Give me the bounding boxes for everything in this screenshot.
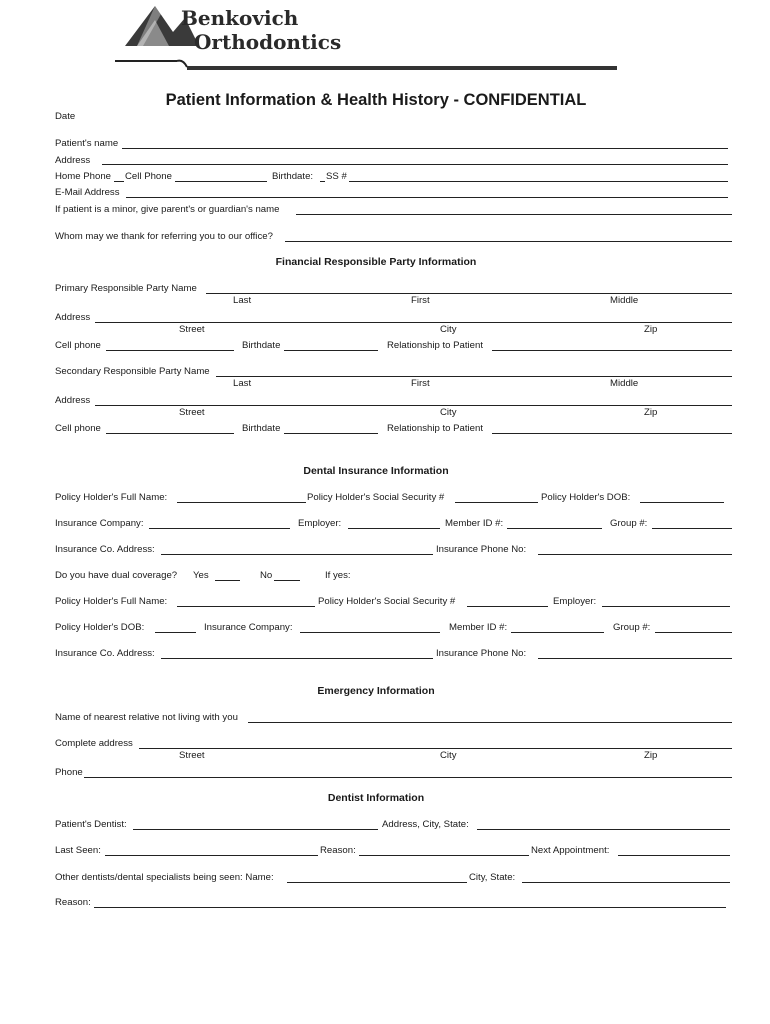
emergency-phone-label: Phone xyxy=(55,767,83,778)
reason2-label: Reason: xyxy=(55,897,91,908)
secondary-last-label: Last xyxy=(233,378,252,389)
holder2-dob-label: Policy Holder's DOB: xyxy=(55,622,145,633)
relative-label: Name of nearest relative not living with you xyxy=(55,712,238,723)
complete-address-field[interactable] xyxy=(139,748,732,749)
secondary-zip-label: Zip xyxy=(644,407,658,418)
emergency-phone-field[interactable] xyxy=(84,777,732,778)
email-label: E-Mail Address xyxy=(55,187,120,198)
next-appointment-label: Next Appointment: xyxy=(531,845,610,856)
holder-dob-field[interactable] xyxy=(640,502,724,503)
primary-zip-label: Zip xyxy=(644,324,658,335)
secondary-relationship-field[interactable] xyxy=(492,433,732,434)
holder-name-field[interactable] xyxy=(177,502,306,503)
ss-label: SS # xyxy=(326,171,347,182)
logo xyxy=(115,2,620,77)
secondary-city-label: City xyxy=(440,407,457,418)
reason-field[interactable] xyxy=(359,855,529,856)
next-appointment-field[interactable] xyxy=(618,855,730,856)
email-field[interactable] xyxy=(126,197,728,198)
dual-coverage-label: Do you have dual coverage? xyxy=(55,570,178,581)
member2-id-field[interactable] xyxy=(511,632,604,633)
emergency-zip-label: Zip xyxy=(644,750,658,761)
dentist-address-field[interactable] xyxy=(477,829,730,830)
primary-first-label: First xyxy=(411,295,430,306)
secondary-name-label: Secondary Responsible Party Name xyxy=(55,366,210,377)
address-field[interactable] xyxy=(102,164,728,165)
member-id-field[interactable] xyxy=(507,528,602,529)
guardian-label: If patient is a minor, give parent's or guardian's name xyxy=(55,204,280,215)
primary-birthdate-label: Birthdate xyxy=(242,340,281,351)
ins-phone-field[interactable] xyxy=(538,554,732,555)
group-label: Group #: xyxy=(610,518,648,529)
emergency-heading: Emergency Information xyxy=(317,685,435,697)
employer2-field[interactable] xyxy=(602,606,730,607)
primary-last-label: Last xyxy=(233,295,252,306)
dual-yes-field[interactable] xyxy=(215,580,240,581)
ins2-address-label: Insurance Co. Address: xyxy=(55,648,155,659)
referral-label: Whom may we thank for referring you to our office? xyxy=(55,231,273,242)
ins2-company-label: Insurance Company: xyxy=(204,622,293,633)
secondary-middle-label: Middle xyxy=(610,378,639,389)
holder-name-label: Policy Holder's Full Name: xyxy=(55,492,168,503)
primary-cell-label: Cell phone xyxy=(55,340,101,351)
patient-name-label: Patient's name xyxy=(55,138,119,149)
primary-name-label: Primary Responsible Party Name xyxy=(55,283,197,294)
reason-label: Reason: xyxy=(320,845,356,856)
ins-phone-label: Insurance Phone No: xyxy=(436,544,527,555)
cell-phone-field[interactable] xyxy=(175,181,267,182)
member2-id-label: Member ID #: xyxy=(449,622,508,633)
last-seen-label: Last Seen: xyxy=(55,845,101,856)
ins-company-field[interactable] xyxy=(149,528,290,529)
primary-relationship-field[interactable] xyxy=(492,350,732,351)
primary-street-label: Street xyxy=(179,324,205,335)
relative-field[interactable] xyxy=(248,722,732,723)
secondary-birthdate-field[interactable] xyxy=(284,433,378,434)
group2-label: Group #: xyxy=(613,622,651,633)
holder2-dob-field[interactable] xyxy=(155,632,196,633)
ins2-phone-label: Insurance Phone No: xyxy=(436,648,527,659)
employer2-label: Employer: xyxy=(553,596,597,607)
ss-field[interactable] xyxy=(349,181,728,182)
logo-line1: Benkovich xyxy=(181,6,299,30)
ins2-phone-field[interactable] xyxy=(538,658,732,659)
holder2-name-label: Policy Holder's Full Name: xyxy=(55,596,168,607)
holder2-name-field[interactable] xyxy=(177,606,315,607)
home-phone-field[interactable] xyxy=(114,181,124,182)
reason2-field[interactable] xyxy=(94,907,726,908)
ins-company-label: Insurance Company: xyxy=(55,518,144,529)
other-dentists-field[interactable] xyxy=(287,882,467,883)
date-label: Date xyxy=(55,111,76,122)
emergency-city-label: City xyxy=(440,750,457,761)
complete-address-label: Complete address xyxy=(55,738,133,749)
dual-no-field[interactable] xyxy=(274,580,300,581)
ins2-address-field[interactable] xyxy=(161,658,433,659)
primary-middle-label: Middle xyxy=(610,295,639,306)
city-state-field[interactable] xyxy=(522,882,730,883)
dentist-heading: Dentist Information xyxy=(327,792,425,804)
holder-ss-field[interactable] xyxy=(455,502,538,503)
primary-cell-field[interactable] xyxy=(106,350,234,351)
referral-field[interactable] xyxy=(285,241,732,242)
birthdate-field[interactable] xyxy=(320,181,325,182)
holder2-ss-field[interactable] xyxy=(467,606,548,607)
secondary-birthdate-label: Birthdate xyxy=(242,423,281,434)
group-field[interactable] xyxy=(652,528,732,529)
secondary-street-label: Street xyxy=(179,407,205,418)
primary-address-label: Address xyxy=(55,312,91,323)
holder-dob-label: Policy Holder's DOB: xyxy=(541,492,631,503)
address-label: Address xyxy=(55,155,91,166)
ins-address-field[interactable] xyxy=(161,554,433,555)
dentist-address-label: Address, City, State: xyxy=(382,819,469,830)
holder2-ss-label: Policy Holder's Social Security # xyxy=(318,596,456,607)
primary-city-label: City xyxy=(440,324,457,335)
city-state-label: City, State: xyxy=(469,872,516,883)
if-yes-label: If yes: xyxy=(325,570,351,581)
primary-relationship-label: Relationship to Patient xyxy=(387,340,483,351)
secondary-cell-label: Cell phone xyxy=(55,423,101,434)
member-id-label: Member ID #: xyxy=(445,518,504,529)
holder-ss-label: Policy Holder's Social Security # xyxy=(307,492,445,503)
emergency-street-label: Street xyxy=(179,750,205,761)
secondary-cell-field[interactable] xyxy=(106,433,234,434)
patients-dentist-label: Patient's Dentist: xyxy=(55,819,127,830)
employer-field[interactable] xyxy=(348,528,440,529)
home-phone-label: Home Phone xyxy=(55,171,111,182)
patients-dentist-field[interactable] xyxy=(133,829,378,830)
secondary-address-label: Address xyxy=(55,395,91,406)
employer-label: Employer: xyxy=(298,518,342,529)
patient-name-field[interactable] xyxy=(122,148,728,149)
secondary-first-label: First xyxy=(411,378,430,389)
form-title: Patient Information & Health History - CONFIDENTIAL xyxy=(165,91,587,109)
group2-field[interactable] xyxy=(655,632,732,633)
primary-birthdate-field[interactable] xyxy=(284,350,378,351)
ins2-company-field[interactable] xyxy=(300,632,440,633)
dual-yes-label: Yes xyxy=(193,570,209,581)
secondary-address-field[interactable] xyxy=(95,405,732,406)
primary-name-field[interactable] xyxy=(206,293,732,294)
cell-phone-label: Cell Phone xyxy=(125,171,172,182)
guardian-field[interactable] xyxy=(296,214,732,215)
secondary-name-field[interactable] xyxy=(216,376,732,377)
insurance-heading: Dental Insurance Information xyxy=(303,465,449,477)
financial-heading: Financial Responsible Party Information xyxy=(275,256,477,268)
last-seen-field[interactable] xyxy=(105,855,318,856)
birthdate-label: Birthdate: xyxy=(272,171,314,182)
secondary-relationship-label: Relationship to Patient xyxy=(387,423,483,434)
dual-no-label: No xyxy=(260,570,273,581)
ins-address-label: Insurance Co. Address: xyxy=(55,544,155,555)
logo-line2: Orthodontics xyxy=(194,30,342,54)
other-dentists-label: Other dentists/dental specialists being seen: Name: xyxy=(55,872,274,883)
primary-address-field[interactable] xyxy=(95,322,732,323)
